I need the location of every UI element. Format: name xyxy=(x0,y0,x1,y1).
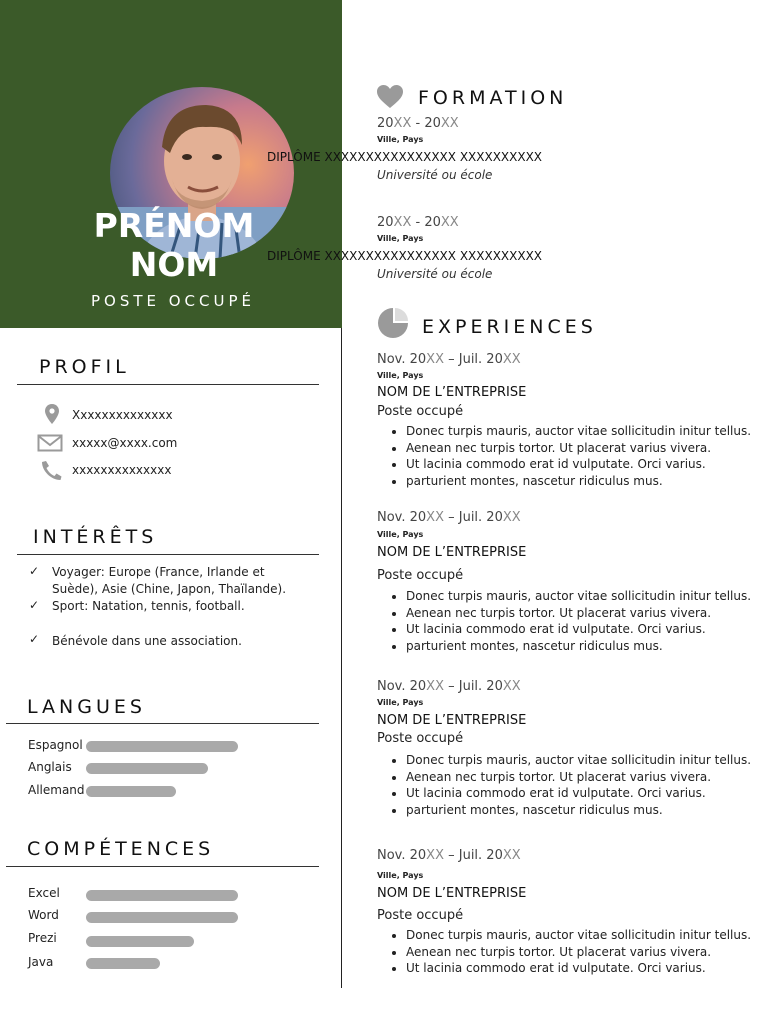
experience-bullet: • Aenean nec turpis tortor. Ut placerat varius vivera. xyxy=(406,605,768,622)
experience-dates xyxy=(377,510,521,525)
heart-icon xyxy=(377,85,403,109)
date-start: Nov. 20 xyxy=(377,848,427,863)
experience-company: NOM DE L’ENTREPRISE xyxy=(377,713,527,728)
formation-diploma: DIPLÔME XXXXXXXXXXXXXXXX XXXXXXXXXX xyxy=(267,150,543,164)
experience-city: Ville, Pays xyxy=(377,698,424,707)
experiences-title: EXPERIENCES xyxy=(422,316,597,338)
experience-bullet: • Donec turpis mauris, auctor vitae sollicitudin initur tellus. xyxy=(406,752,768,769)
date-end: – Juil. 20 xyxy=(443,848,503,863)
experience-position: Poste occupé xyxy=(377,731,464,746)
interest-item: Bénévole dans une association. xyxy=(52,634,242,648)
skill-label: Prezi xyxy=(28,931,57,945)
skill-level-bar xyxy=(86,890,238,901)
date-end: – Juil. 20 xyxy=(443,510,503,525)
experience-city: Ville, Pays xyxy=(377,371,424,380)
experience-position: Poste occupé xyxy=(377,568,464,583)
date-end: – Juil. 20 xyxy=(443,679,503,694)
formation-diploma: DIPLÔME XXXXXXXXXXXXXXXX XXXXXXXXXX xyxy=(267,249,543,263)
year-separator: - 20 xyxy=(411,116,441,131)
experience-bullet: • parturient montes, nascetur ridiculus mus. xyxy=(406,473,768,490)
formation-city: Ville, Pays xyxy=(377,234,424,243)
year-placeholder: XX xyxy=(502,510,521,525)
first-name: PRÉNOM xyxy=(93,206,255,245)
year-placeholder: XX xyxy=(426,679,444,694)
check-icon: ✓ xyxy=(29,632,40,646)
experience-dates xyxy=(377,352,521,367)
skill-label: Excel xyxy=(28,886,60,900)
skill-level-bar xyxy=(86,936,194,947)
check-icon: ✓ xyxy=(29,598,40,612)
column-divider xyxy=(341,328,342,988)
experience-bullet: • Ut lacinia commodo erat id vulputate. Orci varius. xyxy=(406,456,768,473)
experience-position: Poste occupé xyxy=(377,908,464,923)
address-text: Xxxxxxxxxxxxxx xyxy=(72,408,173,422)
profil-title: PROFIL xyxy=(39,356,130,378)
year-placeholder: XX xyxy=(426,848,444,863)
formation-school: Université ou école xyxy=(377,267,493,281)
experience-bullets xyxy=(378,927,768,977)
interest-item: Sport: Natation, tennis, football. xyxy=(52,599,245,613)
experience-company: NOM DE L’ENTREPRISE xyxy=(377,385,527,400)
pie-chart-icon xyxy=(377,308,410,338)
experience-bullets xyxy=(378,423,768,489)
formation-years xyxy=(377,116,459,131)
interets-rule xyxy=(17,554,319,555)
year-placeholder: XX xyxy=(426,352,444,367)
year-separator: - 20 xyxy=(411,215,441,230)
experience-dates xyxy=(377,848,521,863)
year-prefix: 20 xyxy=(377,116,394,131)
date-start: Nov. 20 xyxy=(377,352,427,367)
language-label: Allemand xyxy=(28,783,85,797)
experience-bullet: • parturient montes, nascetur ridiculus mus. xyxy=(406,802,768,819)
experience-bullets xyxy=(378,588,768,654)
experience-bullet: • Aenean nec turpis tortor. Ut placerat varius vivera. xyxy=(406,440,768,457)
location-pin-icon xyxy=(39,403,65,425)
experience-bullet: • Ut lacinia commodo erat id vulputate. Orci varius. xyxy=(406,785,768,802)
phone-text: xxxxxxxxxxxxxx xyxy=(72,463,172,477)
language-level-bar xyxy=(86,763,208,774)
formation-school: Université ou école xyxy=(377,168,493,182)
experience-bullet: • Aenean nec turpis tortor. Ut placerat varius vivera. xyxy=(406,769,768,786)
language-label: Anglais xyxy=(28,760,72,774)
formation-years xyxy=(377,215,459,230)
check-icon: ✓ xyxy=(29,564,40,578)
envelope-icon xyxy=(37,432,63,454)
year-placeholder: XX xyxy=(393,116,412,131)
experience-dates xyxy=(377,679,521,694)
competences-rule xyxy=(6,866,319,867)
year-placeholder: XX xyxy=(502,848,521,863)
language-level-bar xyxy=(86,741,238,752)
email-text: xxxxx@xxxx.com xyxy=(72,436,178,450)
year-placeholder: XX xyxy=(440,215,459,230)
last-name: NOM xyxy=(129,245,219,284)
phone-icon xyxy=(38,459,64,481)
formation-city: Ville, Pays xyxy=(377,135,424,144)
experience-bullet: • Donec turpis mauris, auctor vitae sollicitudin initur tellus. xyxy=(406,927,768,944)
year-placeholder: XX xyxy=(502,679,521,694)
experience-city: Ville, Pays xyxy=(377,530,424,539)
experience-city: Ville, Pays xyxy=(377,871,424,880)
interets-title: INTÉRÊTS xyxy=(33,526,158,548)
full-name xyxy=(70,206,278,284)
experience-company: NOM DE L’ENTREPRISE xyxy=(377,886,527,901)
skill-level-bar xyxy=(86,912,238,923)
job-title: POSTE OCCUPÉ xyxy=(90,292,256,310)
date-end: – Juil. 20 xyxy=(443,352,503,367)
year-placeholder: XX xyxy=(502,352,521,367)
interest-item: Voyager: Europe (France, Irlande et Suède), Asie (Chine, Japon, Thaïlande). xyxy=(52,565,287,596)
language-level-bar xyxy=(86,786,176,797)
experience-bullets xyxy=(378,752,768,818)
experience-bullet: • Donec turpis mauris, auctor vitae sollicitudin initur tellus. xyxy=(406,423,768,440)
skill-level-bar xyxy=(86,958,160,969)
year-placeholder: XX xyxy=(393,215,412,230)
langues-title: LANGUES xyxy=(27,696,146,718)
year-prefix: 20 xyxy=(377,215,394,230)
profil-rule xyxy=(17,384,319,385)
experience-bullet: • Aenean nec turpis tortor. Ut placerat varius vivera. xyxy=(406,944,768,961)
year-placeholder: XX xyxy=(426,510,444,525)
competences-title: COMPÉTENCES xyxy=(27,838,215,860)
date-start: Nov. 20 xyxy=(377,679,427,694)
skill-label: Java xyxy=(28,955,54,969)
langues-rule xyxy=(6,723,319,724)
date-start: Nov. 20 xyxy=(377,510,427,525)
experience-bullet: • parturient montes, nascetur ridiculus mus. xyxy=(406,638,768,655)
experience-bullet: • Ut lacinia commodo erat id vulputate. Orci varius. xyxy=(406,621,768,638)
experience-company: NOM DE L’ENTREPRISE xyxy=(377,545,527,560)
experience-bullet: • Donec turpis mauris, auctor vitae sollicitudin initur tellus. xyxy=(406,588,768,605)
language-label: Espagnol xyxy=(28,738,83,752)
formation-title: FORMATION xyxy=(418,87,568,109)
year-placeholder: XX xyxy=(440,116,459,131)
skill-label: Word xyxy=(28,908,59,922)
experience-bullet: • Ut lacinia commodo erat id vulputate. Orci varius. xyxy=(406,960,768,977)
experience-position: Poste occupé xyxy=(377,404,464,419)
